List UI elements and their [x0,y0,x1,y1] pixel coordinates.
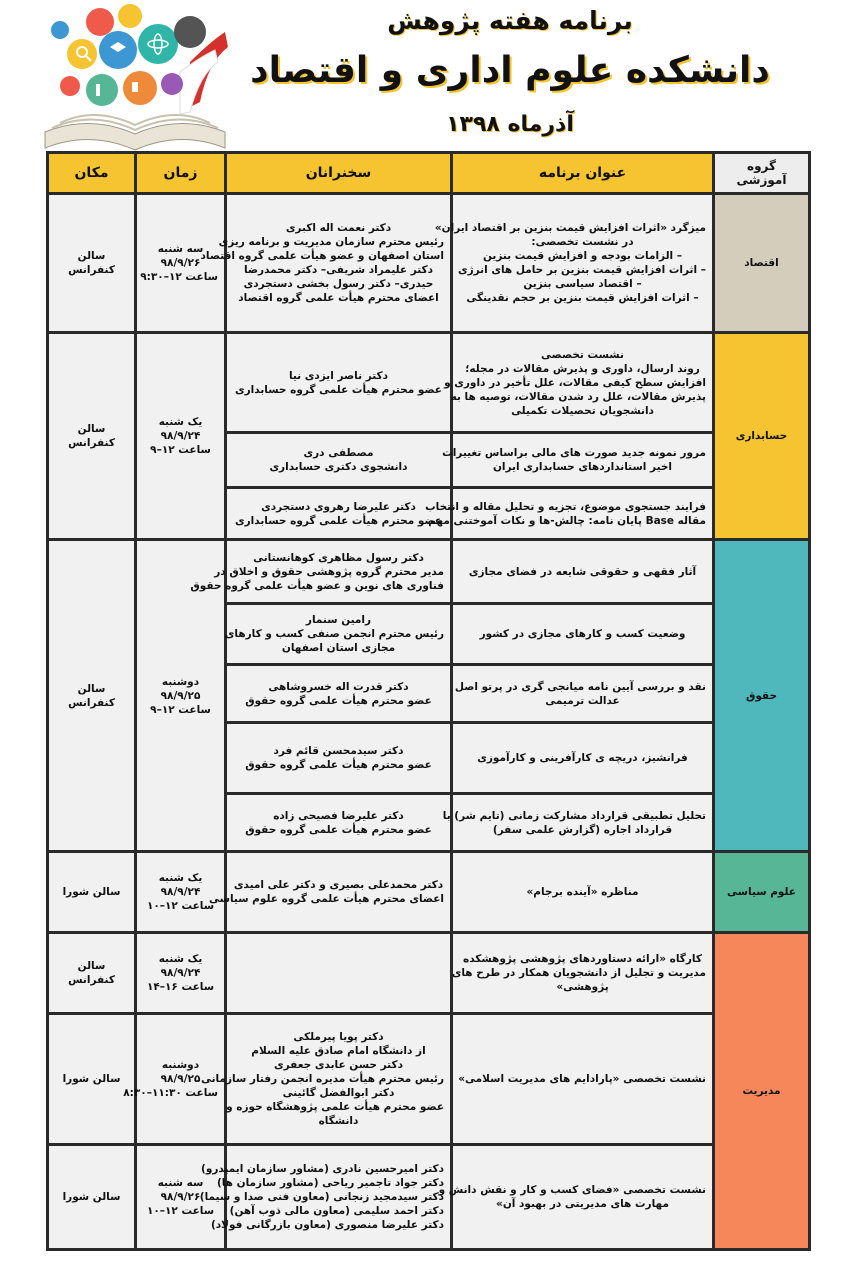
time-hours: ساعت ۱۶–۱۴ [146,981,215,993]
speaker-line: دکتر امیرحسین نادری (مشاور سازمان ایمیدرو) [201,1163,444,1175]
program-title-cell [438,1145,714,1250]
speakers-cell [226,723,452,794]
program-title-cell [452,604,714,665]
time-date: ۹۸/۹/۲۴ [160,430,201,442]
speakers-cell [226,433,452,488]
title-line: – الزامات بودجه و افزایش قیمت بنزین [482,250,683,262]
header-date: آذرماه ۱۳۹۸ [446,112,574,137]
speakers-cell [200,194,452,333]
speakers-cell [200,1014,452,1145]
title-line: نشست تخصصی «پارادایم های مدیریت اسلامی» [458,1073,706,1085]
atom-icon [138,24,178,64]
speakers-cell-empty [226,933,452,1014]
time-date: ۹۸/۹/۲۶ [160,1191,201,1203]
title-line: نقد و بررسی آیین نامه میانجی گری در پرتو اصل [454,680,706,693]
time-hours: ساعت ۱۲–۱۰ [146,900,215,912]
speaker-line: دکتر محمدعلی بصیری و دکتر علی امیدی [233,879,444,891]
speakers-cell [190,540,452,604]
column-header-time: زمان [136,153,226,194]
speaker-line: دکتر رسول مظاهری کوهانستانی [253,551,424,564]
program-title-cell [425,488,714,540]
title-line: فرانشیز، دریچه ی کارآفرینی و کارآموزی [477,752,688,764]
speaker-line: رئیس محترم هیأت مدیره انجمن رفتار سازمانی [200,1073,444,1085]
place-cell: سالن شورا [48,852,136,933]
speaker-line: عضو محترم هیأت علمی گروه حسابداری [235,383,442,396]
column-header-speakers: سخنرانان [226,153,452,194]
column-header-group: گروه آموزشی [714,153,810,194]
speaker-line: از دانشگاه امام صادق علیه السلام [251,1045,426,1057]
time-date: ۹۸/۹/۲۵ [160,689,201,702]
title-line: – اثرات افزایش قیمت بنزین بر حامل های انرژی [457,264,706,276]
speaker-line: عضو محترم هیأت علمی گروه حقوق [245,759,432,771]
title-line: عدالت ترمیمی [545,694,620,707]
speaker-line: عضو محترم هیأت علمی گروه حقوق [245,694,432,707]
speaker-line: اعضای محترم هیأت علمی گروه علوم سیاسی [209,893,444,905]
microscope-icon [86,74,118,106]
time-hours: ساعت ۱۲–۱۰ [146,1205,215,1217]
time-day: یک شنبه [158,416,203,428]
program-title-cell [452,723,714,794]
title-line: تحلیل تطبیقی قرارداد مشارکت زمانی (تایم شر) با [442,809,706,822]
time-hours: ساعت ۱۲–۹:۳۰ [140,271,218,283]
speaker-line: دکتر احمد سلیمی (معاون مالی ذوب آهن) [229,1205,444,1217]
speaker-line: دکتر جواد تاجمیر ریاحی (مشاور سازمان ها) [216,1177,444,1189]
speaker-line: دکتر ابوالفضل گائینی [282,1087,395,1099]
time-cell [136,333,226,540]
time-date: ۹۸/۹/۲۶ [160,257,201,269]
speaker-line: دکتر قدرت اله خسروشاهی [268,680,409,693]
column-header-place: مکان [48,153,136,194]
header-subtitle: برنامه هفته پژوهش [387,6,633,35]
time-hours: ساعت ۱۲–۹ [150,703,211,716]
speakers-cell [226,665,452,723]
speaker-line: دانشجوی دکتری حسابداری [269,461,408,473]
page-header [0,0,850,150]
place-cell: سالن شورا [48,1014,136,1145]
table-row [48,194,810,333]
place-cell: سالن شورا [48,1145,136,1250]
speakers-cell [209,852,452,933]
title-line: فرایند جستجوی موضوع، تجزیه و تحلیل مقاله و انتخاب [425,500,706,513]
flask-icon [123,71,157,105]
speakers-cell [226,488,452,540]
title-line: افزایش سطح کیفی مقالات، علل تأخیر در داوری و [444,376,706,389]
column-header-title: عنوان برنامه [452,153,714,194]
time-day: دوشنبه [161,675,200,688]
speaker-line: عضو محترم هیأت علمی پژوهشگاه حوزه و [226,1101,444,1113]
speaker-line: رئیس محترم سازمان مدیریت و برنامه ریزی [218,236,444,248]
group-cell-econ: اقتصاد [714,194,810,333]
program-title-cell [452,665,714,723]
program-title-cell [452,933,714,1014]
speaker-line: دکتر حسن عابدی جعفری [274,1059,403,1071]
program-title-cell [452,852,714,933]
title-line: قرارداد اجاره (گزارش علمی سفر) [492,823,673,836]
place-cell: سالن کنفرانس [48,194,136,333]
speaker-line: دکتر علیرضا رهروی دستجردی [261,500,416,513]
speakers-cell [226,333,452,433]
title-line: آثار فقهی و حقوقی شایعه در فضای مجازی [468,565,697,578]
speakers-cell [226,604,452,665]
time-day: یک شنبه [158,953,203,965]
speaker-line: دکتر پویا پیرملکی [293,1031,384,1043]
title-line: کارگاه «ارائه دستاوردهای پژوهشی پژوهشکده [463,953,702,965]
time-day: یک شنبه [158,872,203,884]
program-table [46,151,811,1251]
header-title: دانشکده علوم اداری و اقتصاد [250,50,770,91]
speaker-line: دکتر سیدمجید زنجانی (معاون فنی صدا و سیما) [199,1191,444,1203]
table-row [48,333,810,433]
program-title-cell [442,433,714,488]
speaker-line: عضو محترم هیأت علمی گروه حقوق [245,823,432,836]
speaker-line: دانشگاه [318,1115,359,1127]
time-date: ۹۸/۹/۲۴ [160,967,201,979]
speaker-line: مدیر محترم گروه پژوهشی حقوق و اخلاق در [214,565,444,578]
speaker-line: حیدری– دکتر رسول بخشی دستجردی [243,278,434,290]
title-line: دانشجویان تحصیلات تکمیلی [511,404,654,417]
title-line: مرور نمونه جدید صورت های مالی براساس تغییرات [442,447,706,459]
group-cell-law: حقوق [714,540,810,852]
speaker-line: دکتر ناصر ایزدی نیا [288,369,389,382]
title-line: پذیرش مقالات، علل رد شدن مقالات، توصیه ها به [450,390,706,403]
program-title-cell [434,194,714,333]
speaker-line: دکتر علیمراد شریفی– دکتر محمدرضا [243,264,434,276]
speaker-line: عضو محترم هیأت علمی گروه حسابداری [235,514,442,527]
book-icon [45,123,225,150]
palette-icon [86,8,114,36]
speakers-cell [199,1145,452,1250]
title-line: – اقتصاد سیاسی بنزین [523,278,642,290]
title-line: روند ارسال، داوری و پذیرش مقالات در مجله؛ [465,362,700,375]
program-title-cell [444,333,714,433]
program-title-cell [442,794,714,852]
title-line: مقاله Base پایان نامه: چالش-ها و نکات آموختنی مهم [428,514,706,527]
time-hours: ساعت ۱۱:۳۰–۸:۳۰ [123,1087,218,1099]
table-header-row [48,153,810,194]
table-row [48,852,810,933]
time-date: ۹۸/۹/۲۴ [160,886,201,898]
title-line: میزگرد «اثرات افزایش قیمت بنزین بر اقتصاد ایران» [434,222,706,234]
speaker-line: استان اصفهان و عضو هیأت علمی گروه اقتصاد [200,250,444,262]
time-hours: ساعت ۱۲–۹ [150,444,211,456]
table-row [48,1145,810,1250]
table-row [48,933,810,1014]
table-row [48,540,810,604]
magnifier-icon [67,39,97,69]
group-cell-acc: حسابداری [714,333,810,540]
title-line: اخیر استانداردهای حسابداری ایران [492,461,673,473]
speaker-line: رامین سنمار [305,614,372,626]
time-day: سه شنبه [157,1177,204,1189]
speaker-line: دکتر علیرضا فصیحی زاده [273,809,404,822]
title-line: پژوهشی» [556,981,609,993]
speaker-line: فناوری های نوین و عضو هیأت علمی گروه حقوق [190,579,444,592]
place-cell: سالن کنفرانس [48,933,136,1014]
group-cell-pol: علوم سیاسی [714,852,810,933]
speaker-line: دکتر علیرضا منصوری (معاون بازرگانی فولاد) [210,1219,444,1231]
program-title-cell [452,540,714,604]
time-cell [136,194,226,333]
title-line: در نشست تخصصی: [531,236,634,248]
speaker-line: دکتر نعمت اله اکبری [285,222,392,234]
table-row [48,1014,810,1145]
place-cell: سالن کنفرانس [48,333,136,540]
speakers-cell [226,794,452,852]
time-day: سه شنبه [157,243,204,255]
title-line: مهارت های مدیریتی در بهبود آن» [496,1198,669,1210]
title-line: نشست تخصصی «فضای کسب و کار و نقش دانش و [438,1184,706,1196]
program-title-cell [452,1014,714,1145]
place-cell: سالن کنفرانس [48,540,136,852]
time-cell [136,933,226,1014]
title-line: مناظره «آینده برجام» [526,886,639,898]
speaker-line: اعضای محترم هیأت علمی گروه اقتصاد [238,292,439,304]
speaker-line: مصطفی دری [303,447,374,459]
group-cell-man: مدیریت [714,933,810,1250]
title-line: وضعیت کسب و کارهای مجازی در کشور [479,628,686,640]
time-date: ۹۸/۹/۲۵ [160,1073,201,1085]
title-line: – اثرات افزایش قیمت بنزین بر حجم نقدینگی [466,292,699,304]
speaker-line: مجازی استان اصفهان [281,642,396,654]
title-line: مدیریت و تجلیل از دانشجویان همکار در طرح های [451,967,706,979]
speaker-line: رئیس محترم انجمن صنفی کسب و کارهای [224,628,444,640]
time-day: دوشنبه [161,1059,200,1071]
speaker-line: دکتر سیدمحسن قائم فرد [273,745,404,757]
title-line: نشست تخصصی [541,348,624,361]
